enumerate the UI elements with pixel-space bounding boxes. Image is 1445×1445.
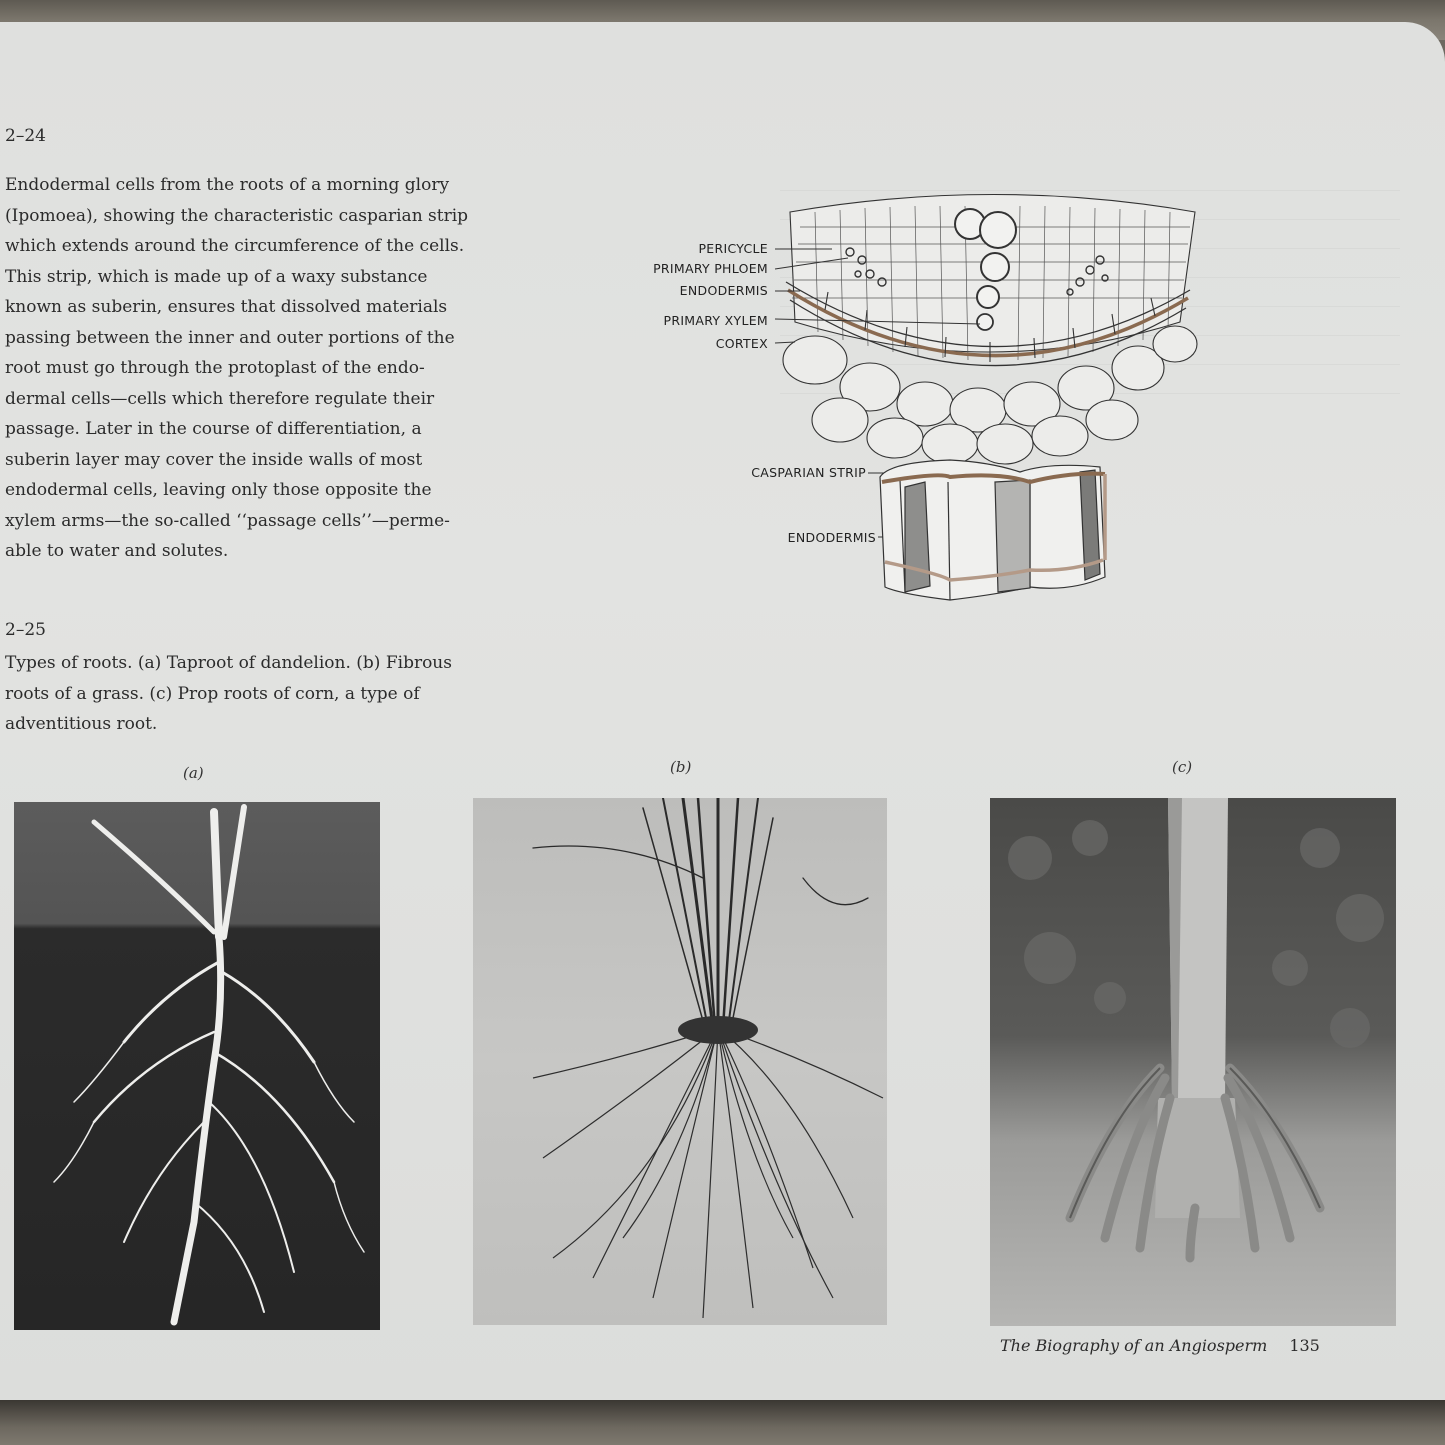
caption-line: roots of a grass. (c) Prop roots of corn, a type of — [5, 683, 420, 704]
caption-line: known as suberin, ensures that dissolved materials — [5, 297, 448, 317]
label-primary-phloem: PRIMARY PHLOEM — [653, 261, 768, 276]
label-pericycle: PERICYCLE — [698, 241, 768, 256]
caption-2-25-text — [5, 648, 505, 740]
caption-2-24-number: 2–24 — [5, 126, 46, 146]
caption-line: (Ipomoea), showing the characteristic casparian strip — [5, 205, 469, 226]
photo-corn-prop-roots — [990, 798, 1396, 1326]
figure-label-b: (b) — [670, 758, 692, 776]
caption-line: dermal cells—cells which therefore regulate their — [5, 388, 435, 409]
figure-label-c: (c) — [1172, 758, 1193, 776]
endodermis-diagram — [600, 182, 1220, 612]
page-number: 135 — [1289, 1336, 1320, 1355]
book-page — [0, 22, 1445, 1402]
root-cross-section — [783, 195, 1197, 465]
caption-line: able to water and solutes. — [5, 541, 229, 561]
caption-line: passage. Later in the course of differentiation, a — [5, 419, 422, 439]
caption-line: suberin layer may cover the inside walls of most — [5, 449, 423, 470]
caption-line: which extends around the circumference of the cells. — [5, 236, 465, 256]
caption-line: endodermal cells, leaving only those opposite the — [5, 480, 432, 500]
caption-line: Endodermal cells from the roots of a morning glory — [5, 175, 450, 195]
photo-dandelion-taproot — [14, 802, 380, 1330]
label-casparian-strip: CASPARIAN STRIP — [751, 465, 866, 480]
label-endodermis-block: ENDODERMIS — [787, 530, 876, 545]
caption-line: root must go through the protoplast of the endo- — [5, 358, 425, 378]
caption-line: Types of roots. (a) Taproot of dandelion. (b) Fibrous — [5, 653, 452, 673]
running-title: The Biography of an Angiosperm — [1000, 1336, 1268, 1355]
label-cortex: CORTEX — [715, 336, 768, 351]
endodermis-cell-block — [880, 460, 1105, 600]
photo-grass-fibrous-roots — [473, 798, 887, 1325]
caption-line: This strip, which is made up of a waxy substance — [5, 266, 428, 287]
label-primary-xylem: PRIMARY XYLEM — [663, 313, 768, 328]
caption-2-24-text — [5, 170, 505, 567]
label-endodermis: ENDODERMIS — [679, 283, 768, 298]
wood-background-bottom — [0, 1400, 1445, 1445]
figure-label-a: (a) — [183, 764, 204, 782]
caption-line: xylem arms—the so-called ‘‘passage cells’’—perme- — [5, 510, 450, 531]
caption-2-25-number: 2–25 — [5, 620, 46, 640]
page-footer — [1000, 1336, 1320, 1355]
caption-line: adventitious root. — [5, 714, 158, 734]
caption-line: passing between the inner and outer portions of the — [5, 327, 455, 348]
